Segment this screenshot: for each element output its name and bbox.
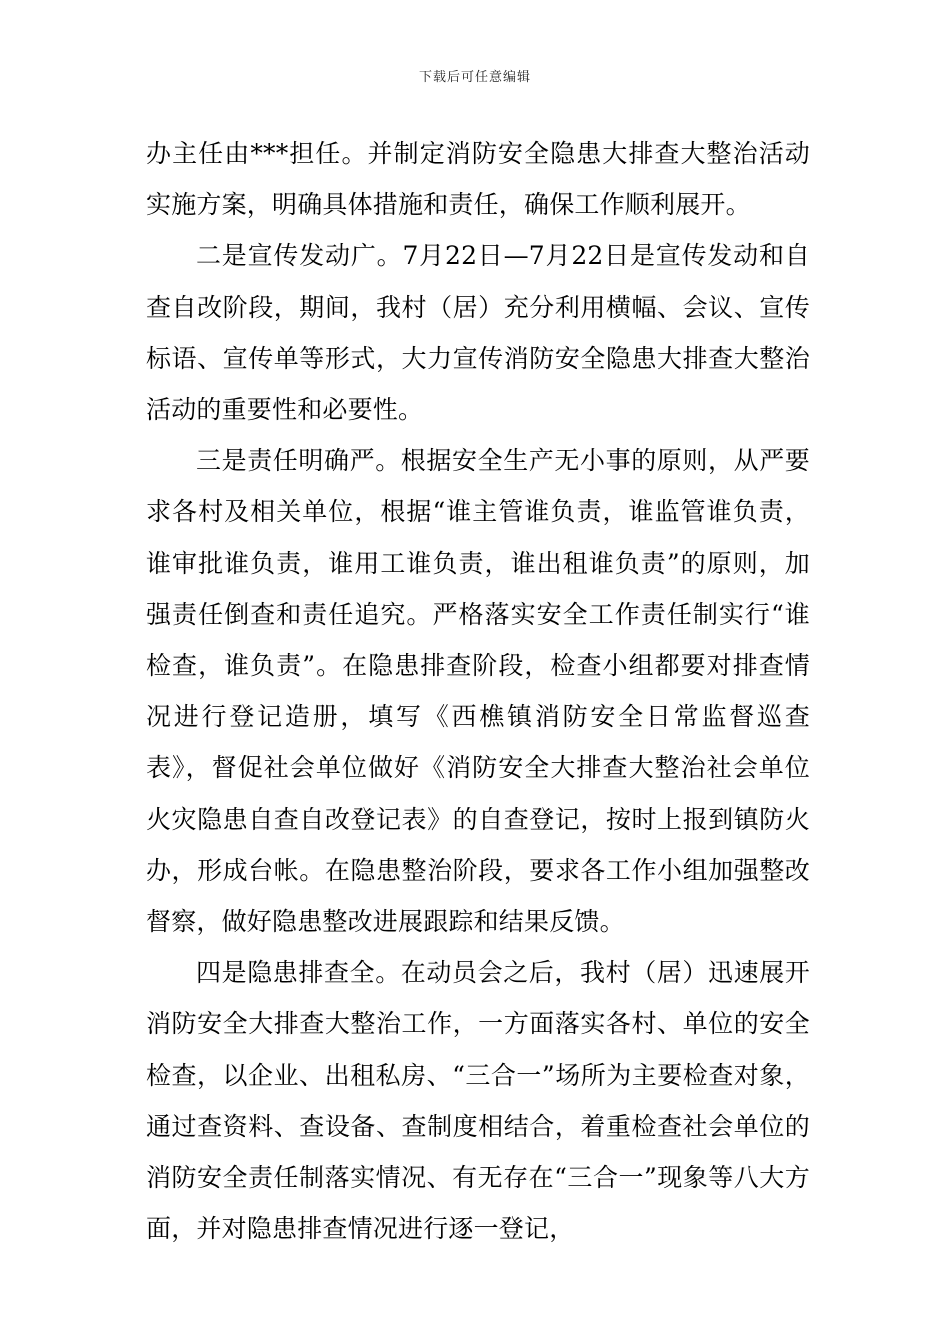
document-body xyxy=(146,128,810,1254)
paragraph-2: 二是宣传发动广。7月22日—7月22日是宣传发动和自查自改阶段，期间，我村（居）充分利用横幅、会议、宣传标语、宣传单等形式，大力宣传消防安全隐患大排查大整治活动的重要性和必要性。 xyxy=(146,241,810,425)
paragraph-3: 三是责任明确严。根据安全生产无小事的原则，从严要求各村及相关单位，根据“谁主管谁负责，谁监管谁负责，谁审批谁负责，谁用工谁负责，谁出租谁负责”的原则，加强责任倒查和责任追究。严格落实安全工作责任制实行“谁检查，谁负责”。在隐患排查阶段，检查小组都要对排查情况进行登记造册，填写《西樵镇消防安全日常监督巡查表》，督促社会单位做好《消防安全大排查大整治社会单位火灾隐患自查自改登记表》的自查登记，按时上报到镇防火办，形成台帐。在隐患整治阶段，要求各工作小组加强整改督察，做好隐患整改进展跟踪和结果反馈。 xyxy=(146,446,810,937)
paragraph-1: 办主任由***担任。并制定消防安全隐患大排查大整治活动实施方案，明确具体措施和责任，确保工作顺利展开。 xyxy=(146,139,810,220)
paragraph-4: 四是隐患排查全。在动员会之后，我村（居）迅速展开消防安全大排查大整治工作，一方面落实各村、单位的安全检查，以企业、出租私房、“三合一”场所为主要检查对象，通过查资料、查设备、查制度相结合，着重检查社会单位的消防安全责任制落实情况、有无存在“三合一”现象等八大方面，并对隐患排查情况进行逐一登记， xyxy=(146,958,810,1244)
page-header: 下载后可任意编辑 xyxy=(418,70,531,85)
